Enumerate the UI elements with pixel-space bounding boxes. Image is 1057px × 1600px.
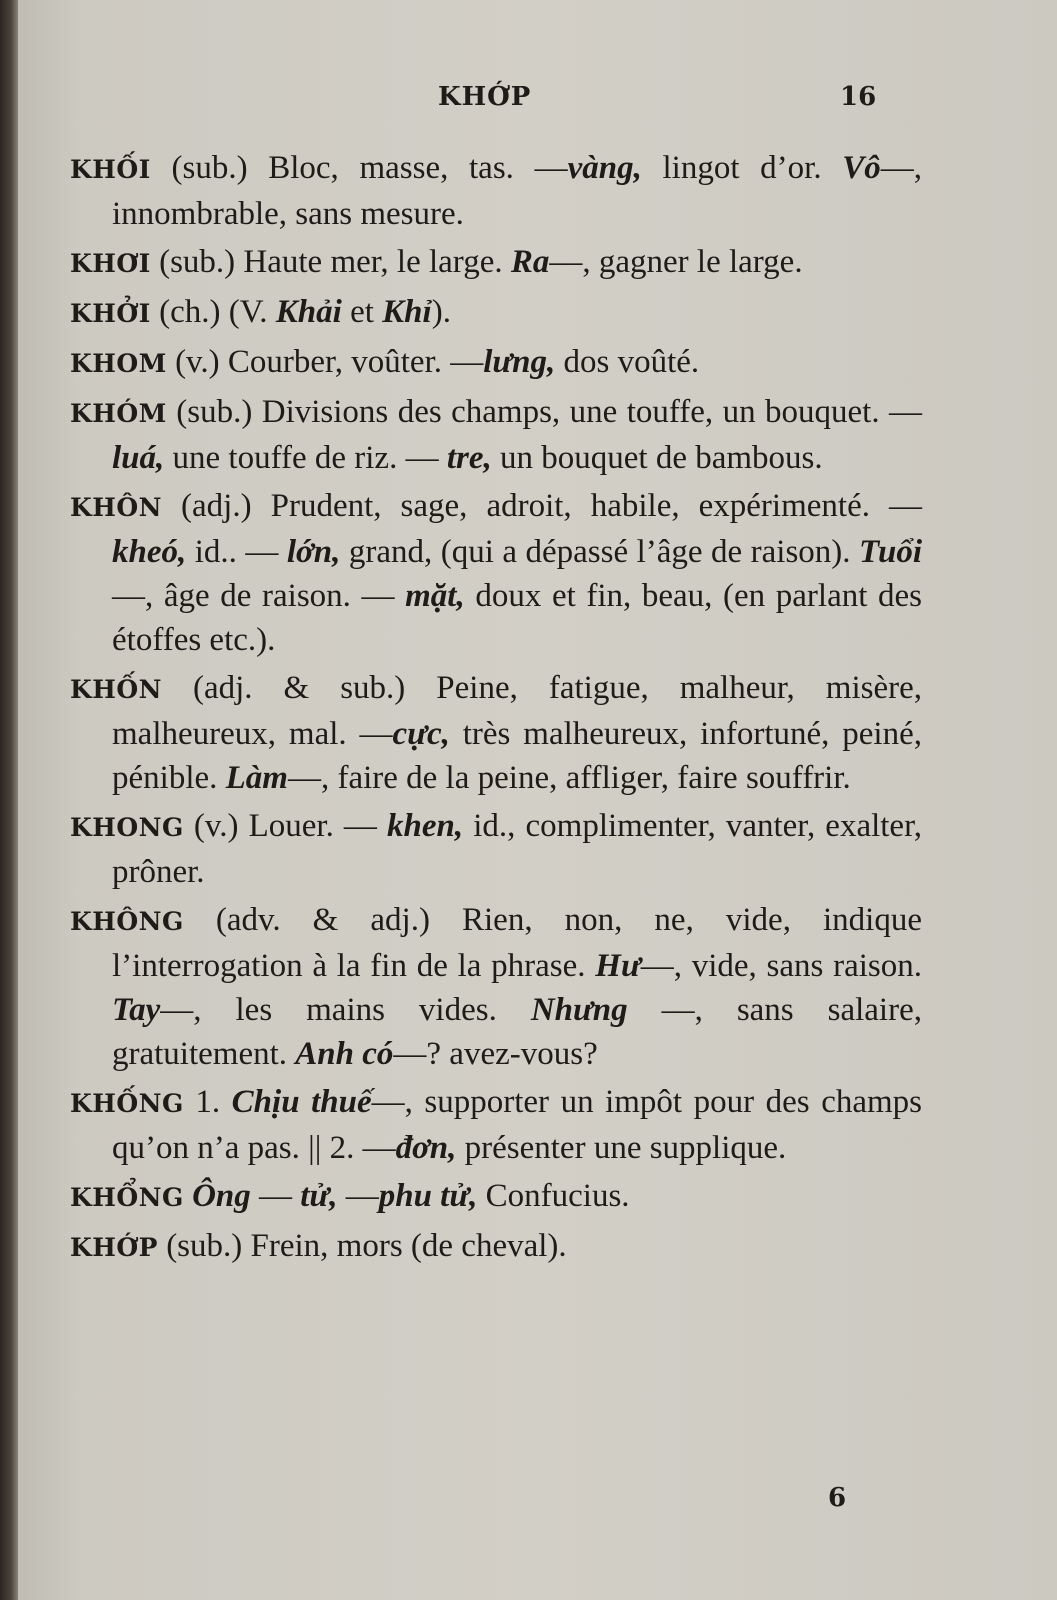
definition-text: (v.) Louer. — bbox=[183, 808, 388, 844]
vietnamese-term: phu tử, bbox=[378, 1178, 478, 1214]
definition-text: (sub.) Frein, mors (de cheval). bbox=[157, 1228, 567, 1264]
definition-text: (adj. & sub.) Peine, fatigue, malheur, misère, malheureux, mal. — bbox=[112, 670, 922, 752]
vietnamese-term: Khỉ bbox=[382, 294, 432, 330]
definition-text: — bbox=[250, 1178, 301, 1214]
entry-headword: KHỞI bbox=[70, 299, 151, 328]
book-gutter bbox=[0, 0, 18, 1600]
definition-text: ). bbox=[431, 294, 451, 330]
vietnamese-term: tử, bbox=[300, 1178, 338, 1214]
entry-headword: KHÔN bbox=[70, 493, 162, 522]
definition-text: — bbox=[337, 1178, 379, 1214]
definition-text: —, innombrable, sans mesure. bbox=[112, 150, 923, 232]
running-head: KHỚP bbox=[438, 82, 532, 112]
vietnamese-term: tre, bbox=[446, 440, 492, 476]
entry-headword: KHỔNG bbox=[70, 1183, 184, 1212]
signature-mark: 6 bbox=[828, 1483, 847, 1513]
dictionary-entry bbox=[70, 390, 922, 480]
vietnamese-term: Ông bbox=[192, 1178, 251, 1214]
vietnamese-term: Vô bbox=[842, 150, 881, 186]
vietnamese-term: vàng, bbox=[567, 150, 642, 186]
definition-text: (sub.) Haute mer, le large. bbox=[150, 244, 511, 280]
book-page bbox=[18, 0, 1057, 1600]
definition-text: —, sans salaire, gratuitement. bbox=[112, 992, 922, 1072]
entry-headword: KHƠI bbox=[70, 249, 151, 278]
vietnamese-term: Tay bbox=[112, 992, 161, 1028]
dictionary-entry bbox=[70, 1174, 922, 1220]
page-number: 16 bbox=[840, 82, 877, 112]
vietnamese-term: Nhưng bbox=[530, 992, 628, 1028]
dictionary-entry bbox=[70, 290, 922, 336]
dictionary-entry bbox=[70, 340, 922, 386]
definition-text: —, vide, sans raison. bbox=[640, 948, 923, 984]
dictionary-entry bbox=[70, 1080, 922, 1170]
definition-text: (sub.) Divisions des champs, une touffe, un bouquet. — bbox=[166, 394, 922, 430]
definition-text: (ch.) (V. bbox=[150, 294, 276, 330]
definition-text: grand, (qui a dépassé l’âge de raison). bbox=[340, 534, 860, 570]
definition-text: (adj.) Prudent, sage, adroit, habile, expérimenté. — bbox=[161, 488, 922, 524]
entry-headword: KHÓM bbox=[70, 399, 167, 428]
vietnamese-term: lưng, bbox=[483, 344, 556, 380]
definition-text: (sub.) Bloc, masse, tas. — bbox=[150, 150, 568, 186]
vietnamese-term: Tuổi bbox=[859, 534, 922, 570]
definition-text: très malheureux, infortuné, peiné, pénible. bbox=[112, 716, 922, 796]
definition-text: 1. bbox=[183, 1084, 232, 1120]
definition-text: —, supporter un impôt pour des champs qu’on n’a pas. || 2. — bbox=[112, 1084, 922, 1166]
vietnamese-term: Chịu thuế bbox=[231, 1084, 372, 1120]
vietnamese-term: Hư bbox=[595, 948, 641, 984]
entry-headword: KHONG bbox=[70, 813, 184, 842]
vietnamese-term: khen, bbox=[387, 808, 464, 844]
definition-text: (v.) Courber, voûter. — bbox=[166, 344, 484, 380]
entry-headword: KHỐN bbox=[70, 675, 162, 704]
definition-text: une touffe de riz. — bbox=[164, 440, 447, 476]
vietnamese-term: cực, bbox=[392, 716, 450, 752]
dictionary-entry bbox=[70, 146, 922, 236]
definition-text: lingot d’or. bbox=[641, 150, 843, 186]
definition-text: un bouquet de bambous. bbox=[491, 440, 823, 476]
definition-text: présenter une supplique. bbox=[456, 1130, 787, 1166]
definition-text: (adv. & adj.) Rien, non, ne, vide, indique l’interrogation à la fin de la phrase. bbox=[112, 902, 922, 984]
definition-text: —, âge de raison. — bbox=[112, 578, 406, 614]
definition-text: et bbox=[341, 294, 383, 330]
vietnamese-term: Làm bbox=[225, 760, 288, 796]
vietnamese-term: kheó, bbox=[112, 534, 187, 570]
vietnamese-term: lớn, bbox=[286, 534, 341, 570]
definition-text: id., complimenter, vanter, exalter, prôner. bbox=[112, 808, 923, 890]
vietnamese-term: luá, bbox=[112, 440, 165, 476]
entry-headword: KHOM bbox=[70, 349, 167, 378]
definition-text: —, les mains vides. bbox=[160, 992, 531, 1028]
definition-text: id.. — bbox=[186, 534, 287, 570]
dictionary-entry bbox=[70, 1224, 922, 1270]
vietnamese-term: đơn, bbox=[395, 1130, 457, 1166]
definition-text: doux et fin, beau, (en parlant des étoffes etc.). bbox=[112, 578, 923, 658]
page-header bbox=[18, 82, 1057, 122]
dictionary-entry bbox=[70, 240, 922, 286]
entry-headword: KHÔNG bbox=[70, 907, 184, 936]
definition-text: —, faire de la peine, affliger, faire souffrir. bbox=[287, 760, 851, 796]
dictionary-entry bbox=[70, 666, 922, 800]
dictionary-entry bbox=[70, 804, 922, 894]
definition-text bbox=[184, 1178, 192, 1214]
vietnamese-term: mặt, bbox=[405, 578, 465, 614]
dictionary-entry bbox=[70, 898, 922, 1076]
definition-text: —? avez-vous? bbox=[393, 1036, 598, 1072]
dictionary-entries bbox=[70, 146, 922, 1274]
vietnamese-term: Ra bbox=[510, 244, 550, 280]
vietnamese-term: Khải bbox=[275, 294, 342, 330]
definition-text: dos voûté. bbox=[555, 344, 700, 380]
definition-text: —, gagner le large. bbox=[549, 244, 803, 280]
entry-headword: KHỚP bbox=[70, 1233, 158, 1262]
vietnamese-term: Anh có bbox=[295, 1036, 394, 1072]
dictionary-entry bbox=[70, 484, 922, 662]
entry-headword: KHỐI bbox=[70, 155, 151, 184]
definition-text: Confucius. bbox=[477, 1178, 630, 1214]
entry-headword: KHỐNG bbox=[70, 1089, 184, 1118]
